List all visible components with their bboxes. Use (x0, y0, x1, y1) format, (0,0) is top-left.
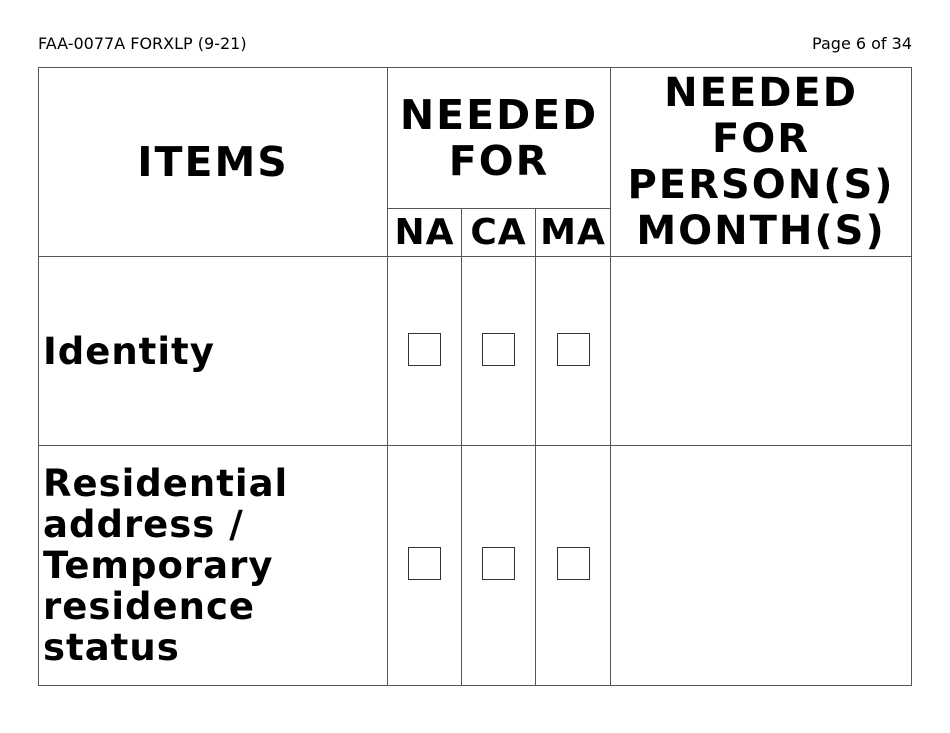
ca-column-header: CA (462, 209, 536, 257)
table-row (39, 257, 912, 446)
form-id: FAA-0077A FORXLP (9-21) (38, 34, 247, 53)
persons-months-field[interactable] (611, 446, 912, 686)
ma-checkbox[interactable] (557, 547, 590, 580)
item-label: Residential address / Temporary residence status (39, 446, 388, 686)
ma-column-header: MA (536, 209, 611, 257)
items-column-header: ITEMS (39, 68, 388, 257)
item-label: Identity (39, 257, 388, 446)
persons-months-column-header: NEEDED FOR PERSON(S) MONTH(S) (611, 68, 912, 257)
ca-checkbox[interactable] (482, 547, 515, 580)
ma-checkbox[interactable] (557, 333, 590, 366)
page-number: Page 6 of 34 (812, 34, 912, 53)
ca-cell (462, 446, 536, 686)
persons-months-field[interactable] (611, 257, 912, 446)
ca-cell (462, 257, 536, 446)
na-checkbox[interactable] (408, 547, 441, 580)
ma-cell (536, 446, 611, 686)
needed-for-column-header: NEEDED FOR (388, 68, 611, 209)
ma-cell (536, 257, 611, 446)
na-cell (388, 257, 462, 446)
na-column-header: NA (388, 209, 462, 257)
na-cell (388, 446, 462, 686)
na-checkbox[interactable] (408, 333, 441, 366)
table-row (39, 446, 912, 686)
documents-needed-table (38, 67, 912, 686)
ca-checkbox[interactable] (482, 333, 515, 366)
